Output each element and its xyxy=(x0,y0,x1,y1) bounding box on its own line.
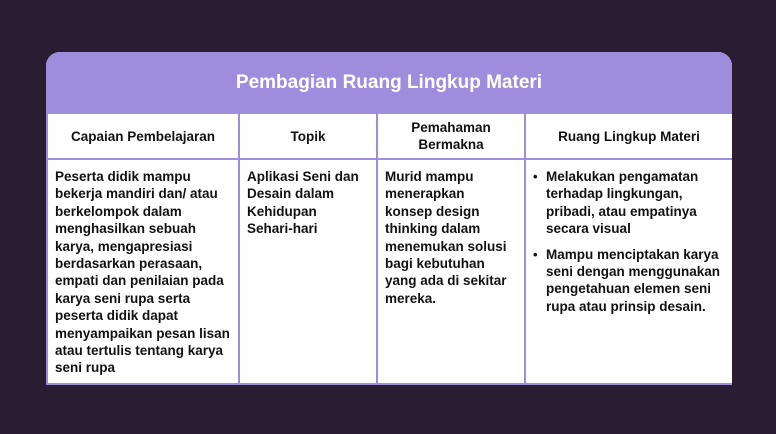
list-item-text: Mampu menciptakan karya seni dengan menggunakan pengetahuan elemen seni rupa atau prinsip desain. xyxy=(546,246,721,314)
header-ruang-lingkup: Ruang Lingkup Materi xyxy=(525,113,732,159)
list-item-text: Melakukan pengamatan terhadap lingkungan, pribadi, atau empatinya secara visual xyxy=(546,169,699,237)
bullet-icon: • xyxy=(533,169,538,184)
header-pemahaman: Pemahaman Bermakna xyxy=(377,113,525,159)
materi-table xyxy=(46,112,732,385)
header-capaian: Capaian Pembelajaran xyxy=(47,113,239,159)
cell-topik: Aplikasi Seni dan Desain dalam Kehidupan Sehari-hari xyxy=(239,159,377,384)
title-banner xyxy=(46,52,732,112)
bullet-icon: • xyxy=(533,246,538,262)
materi-card xyxy=(46,52,732,385)
cell-pemahaman: Murid mampu menerapkan konsep design thinking dalam menemukan solusi bagi kebutuhan yang ada di sekitar mereka. xyxy=(377,159,525,384)
list-item xyxy=(533,246,726,316)
cell-ruang-lingkup xyxy=(525,159,732,384)
list-item xyxy=(533,168,726,238)
cell-capaian: Peserta didik mampu bekerja mandiri dan/ atau berkelompok dalam menghasilkan sebuah karya, mengapresiasi berdasarkan perasaan, empati dan penilaian pada karya seni rupa serta peserta didik dapat menyampaikan pesan lisan atau tertulis tentang karya seni rupa xyxy=(47,159,239,384)
table-row xyxy=(47,159,732,384)
page-title: Pembagian Ruang Lingkup Materi xyxy=(235,72,543,93)
header-topik: Topik xyxy=(239,113,377,159)
header-row xyxy=(47,113,732,159)
ruang-lingkup-list xyxy=(533,168,726,315)
